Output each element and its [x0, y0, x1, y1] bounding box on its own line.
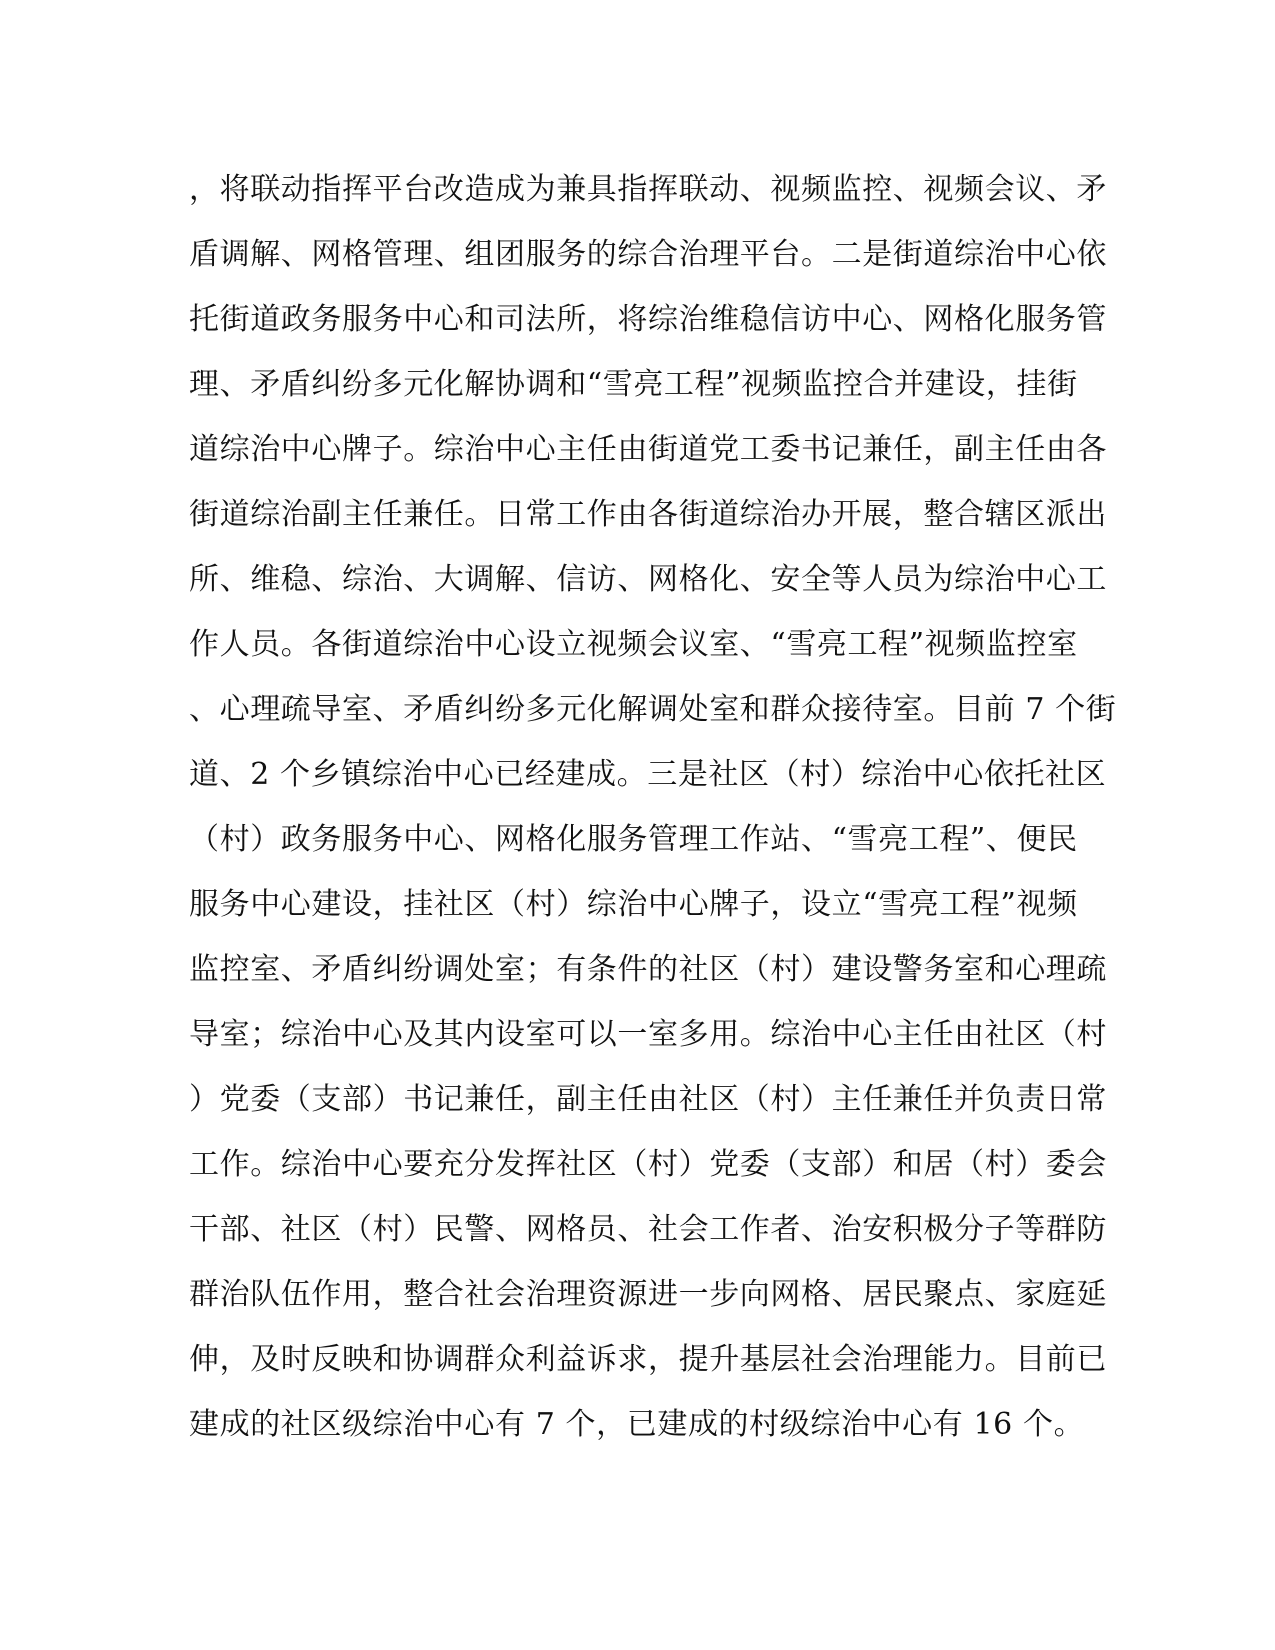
text-line: 道综治中心牌子。综治中心主任由街道党工委书记兼任，副主任由各: [189, 432, 1107, 467]
text-line: 工作。综治中心要充分发挥社区（村）党委（支部）和居（村）委会: [189, 1147, 1107, 1182]
text-line: 建成的社区级综治中心有 7 个，已建成的村级综治中心有 16 个。: [189, 1407, 1085, 1442]
text-line: 道、2 个乡镇综治中心已经建成。三是社区（村）综治中心依托社区: [189, 757, 1107, 792]
text-line: 服务中心建设，挂社区（村）综治中心牌子，设立“雪亮工程”视频: [189, 887, 1078, 922]
body-paragraph: [189, 170, 1117, 1470]
text-line: ）党委（支部）书记兼任，副主任由社区（村）主任兼任并负责日常: [189, 1082, 1107, 1117]
text-line: 理、矛盾纠纷多元化解协调和“雪亮工程”视频监控合并建设，挂街: [189, 367, 1078, 402]
text-line: 作人员。各街道综治中心设立视频会议室、“雪亮工程”视频监控室: [189, 627, 1078, 662]
text-line: 街道综治副主任兼任。日常工作由各街道综治办开展，整合辖区派出: [189, 497, 1107, 532]
text-line: 伸，及时反映和协调群众利益诉求，提升基层社会治理能力。目前已: [189, 1342, 1107, 1377]
text-line: 、心理疏导室、矛盾纠纷多元化解调处室和群众接待室。目前 7 个街: [189, 692, 1117, 727]
text-line: 托街道政务服务中心和司法所，将综治维稳信访中心、网格化服务管: [189, 302, 1107, 337]
text-line: 导室；综治中心及其内设室可以一室多用。综治中心主任由社区（村: [189, 1017, 1107, 1052]
text-line: 所、维稳、综治、大调解、信访、网格化、安全等人员为综治中心工: [189, 562, 1107, 597]
text-line: （村）政务服务中心、网格化服务管理工作站、“雪亮工程”、便民: [189, 822, 1078, 857]
text-line: ，将联动指挥平台改造成为兼具指挥联动、视频监控、视频会议、矛: [189, 172, 1107, 207]
text-line: 干部、社区（村）民警、网格员、社会工作者、治安积极分子等群防: [189, 1212, 1107, 1247]
text-line: 群治队伍作用，整合社会治理资源进一步向网格、居民聚点、家庭延: [189, 1277, 1107, 1312]
text-line: 盾调解、网格管理、组团服务的综合治理平台。二是街道综治中心依: [189, 237, 1107, 272]
text-line: 监控室、矛盾纠纷调处室；有条件的社区（村）建设警务室和心理疏: [189, 952, 1107, 987]
